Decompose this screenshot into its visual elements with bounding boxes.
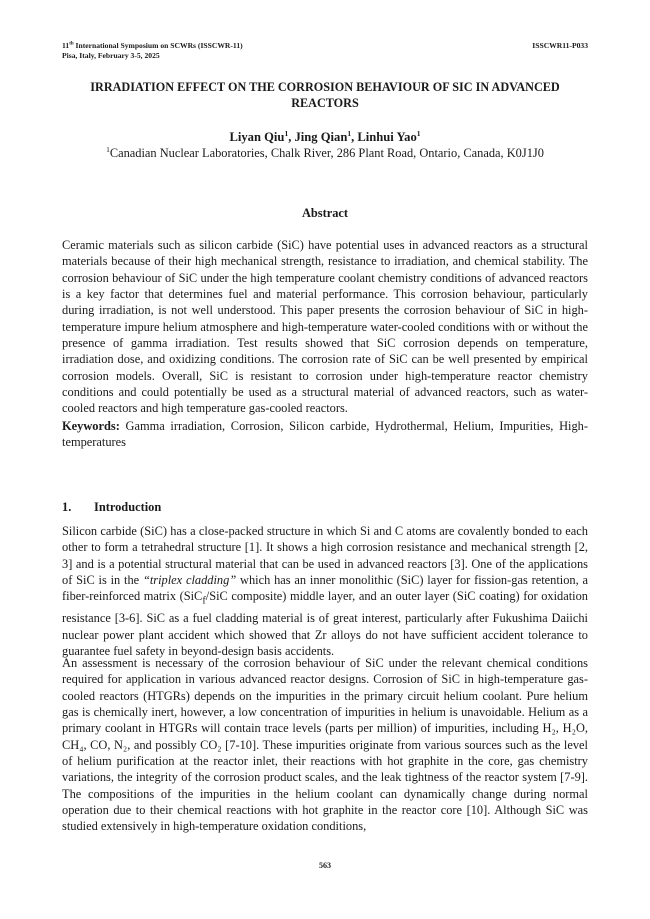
introduction-paragraph-1	[62, 523, 588, 659]
author-separator: ,	[351, 130, 358, 144]
keywords-text: Gamma irradiation, Corrosion, Silicon carbide, Hydrothermal, Helium, Impurities, High-temperatures	[62, 419, 588, 450]
paper-id: ISSCWR11-P033	[532, 41, 588, 50]
conference-ordinal: 11	[62, 41, 70, 50]
conference-ordinal-suffix: th	[69, 41, 74, 47]
conference-name: International Symposium on SCWRs (ISSCWR-11)	[75, 41, 243, 50]
keywords	[62, 418, 588, 451]
abstract-heading: Abstract	[301, 206, 349, 220]
section-number: 1.	[62, 500, 72, 514]
author-affiliation-mark: 1	[284, 128, 289, 138]
author-separator: ,	[288, 130, 295, 144]
section-title: Introduction	[94, 500, 162, 514]
author: Liyan Qiu	[229, 130, 285, 144]
conference-header	[62, 41, 243, 60]
paragraph-subscript: f	[202, 595, 206, 607]
section-heading-introduction	[62, 500, 161, 515]
affiliation	[62, 146, 588, 161]
introduction-paragraph-2: An assessment is necessary of the corrosion behaviour of SiC under the relevant chemical conditions required for application in various advanced reactor designs. Corrosion of SiC in high-temperature gas-cooled reactors (HTGRs) depends on the impurities in the primary circuit helium coolant. Pure helium gas is chemically inert, however, a low concentration of impurities in helium is unavoidable. Helium as a primary coolant in HTGRs will contain trace levels (parts per million) of impurities, including H₂, H₂O, CH₄, CO, N₂, and possibly CO₂ [7-10]. These impurities originate from various sources such as the level of helium purification at the reactor inlet, their reactions with hot graphite in the core, gas chemistry variations, the integrity of the corrosion product scales, and the leak tightness of the reactor system [7-9]. The compositions of the impurities in the helium coolant can dynamically change during normal operation due to their chemical reactions with hot graphite in the reactor core [10]. Although SiC was studied extensively in high-temperature oxidation conditions,	[62, 656, 588, 834]
affiliation-text: Canadian Nuclear Laboratories, Chalk River, 286 Plant Road, Ontario, Canada, K0J1J0	[109, 146, 544, 160]
author: Jing Qian	[294, 130, 348, 144]
keywords-label: Keywords:	[62, 419, 120, 433]
paragraph-text: Silicon carbide (SiC) has a close-packed structure in which Si and C atoms are covalently bonded to each other to form a tetrahedral structure [1]. It shows a high corrosion resistance and mechanical strength [2, 3] and is a potential structural material that can be used in advanced reactors [3]. One of the applications of SiC is in the	[62, 524, 588, 588]
paragraph-text: which has an inner monolithic (SiC) layer for fission-gas retention, a fiber-reinforced matrix (SiC	[62, 573, 588, 604]
conference-name-line	[62, 41, 243, 51]
author: Linhui Yao	[357, 130, 417, 144]
author-affiliation-mark: 1	[347, 128, 352, 138]
abstract-text: Ceramic materials such as silicon carbide (SiC) have potential uses in advanced reactors as a structural materials because of their high mechanical strength, resistance to irradiation, and chemical stability. The corrosion behaviour of SiC under the high temperature coolant chemistry conditions of advanced reactors is a key factor that determines fuel and material performance. This corrosion behaviour, particularly during irradiation, is not well understood. This paper presents the corrosion behaviour of SiC in high-temperature impure helium atmosphere and high-temperature water-cooled conditions with or without the presence of gamma irradiation. Test results showed that SiC corrosion depends on temperature, irradiation dose, and oxidizing conditions. The corrosion rate of SiC can be well presented by empirical corrosion models. Overall, SiC is resistant to corrosion under high-temperature reactor chemistry conditions and could potentially be used as a structural material of advanced reactors, such as water-cooled reactors and high temperature gas-cooled reactors.	[62, 238, 588, 416]
affiliation-mark: 1	[106, 144, 110, 154]
paragraph-emphasis: “triplex cladding”	[142, 573, 237, 588]
author-list	[62, 130, 588, 145]
page-number: 563	[319, 861, 331, 870]
paragraph-text: /SiC composite) middle layer, and an outer layer (SiC coating) for oxidation resistance [3-6]. SiC as a fuel cladding material is of great interest, particularly after Fukushima Daiichi nuclear power plant accident which showed that Zr alloys do not have sufficient accident tolerance to guarantee fuel safety in beyond-design basis accidents.	[62, 589, 589, 658]
paper-title: IRRADIATION EFFECT ON THE CORROSION BEHAVIOUR OF SIC IN ADVANCED REACTORS	[90, 80, 560, 110]
conference-location-date: Pisa, Italy, February 3-5, 2025	[62, 50, 160, 60]
author-affiliation-mark: 1	[416, 128, 421, 138]
